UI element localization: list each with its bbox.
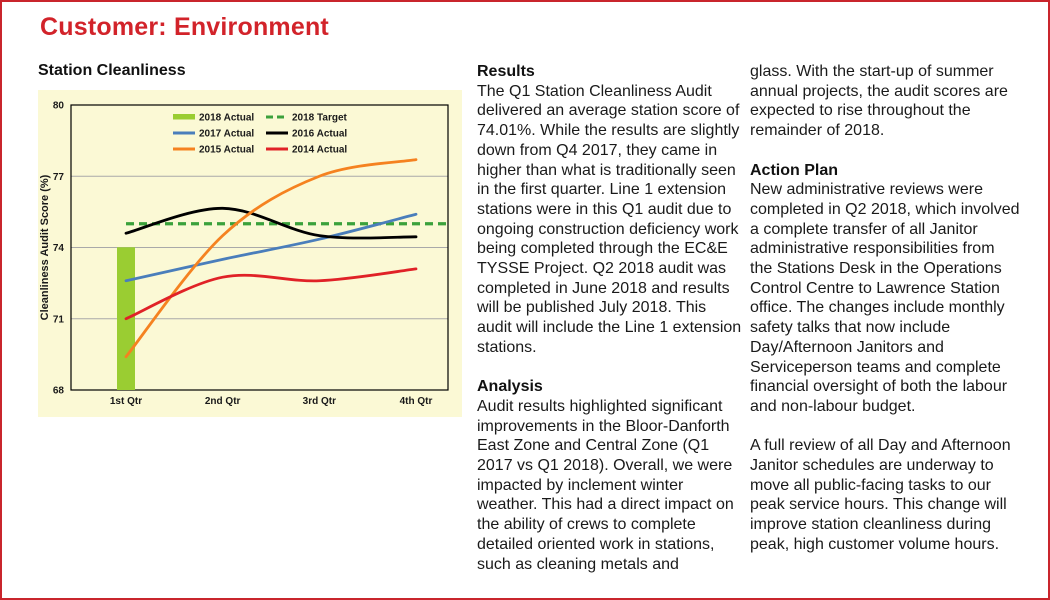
analysis-continued-paragraph: glass. With the start-up of summer annual projects, the audit scores are expected to rise throughout the remainder of 2018.	[750, 63, 1008, 140]
line-2015-actual	[126, 160, 416, 357]
results-analysis-column	[477, 62, 743, 574]
y-tick-label: 74	[52, 243, 64, 254]
chart-column	[38, 62, 462, 417]
line-2014-actual	[126, 269, 416, 319]
x-tick-label: 2nd Qtr	[204, 396, 241, 407]
y-tick-label: 71	[52, 314, 64, 326]
legend-label: 2015 Actual	[199, 144, 255, 156]
station-cleanliness-chart	[38, 90, 462, 417]
cleanliness-chart-svg	[38, 90, 462, 417]
analysis-paragraph: Audit results highlighted significant improvements in the Bloor-Danforth East Zone and Central Zone (Q1 2017 vs Q1 2018). Overall, we were impacted by inclement winter weather. This had a direct impact on the ability of crews to complete detailed oriented work in stations, such as cleaning metals and	[477, 397, 734, 573]
action-plan-column	[750, 62, 1020, 555]
action-plan-heading: Action Plan	[750, 161, 839, 179]
legend-label: 2014 Actual	[292, 144, 348, 156]
chart-heading: Station Cleanliness	[38, 62, 186, 79]
x-tick-label: 3rd Qtr	[302, 396, 337, 407]
legend-label: 2017 Actual	[199, 128, 255, 140]
action-plan-paragraph-2: A full review of all Day and Afternoon Janitor schedules are underway to move all public-facing tasks to our peak service hours. This change will improve station cleanliness during peak, high customer volume hours.	[750, 437, 1011, 553]
x-tick-label: 4th Qtr	[399, 396, 433, 407]
page-title: Customer: Environment	[40, 13, 329, 41]
y-tick-label: 77	[52, 171, 64, 183]
results-heading: Results	[477, 63, 535, 80]
legend-label: 2016 Actual	[292, 128, 348, 140]
results-paragraph: The Q1 Station Cleanliness Audit delivered an average station score of 74.01%. While the results are slightly down from Q4 2017, they came in higher than what is traditionally seen in the first quarter. Line 1 extension stations were in this Q1 audit due to ongoing construction deficiency work being completed through the EC&E TYSSE Project. Q2 2018 audit was completed in June 2018 and results will be published July 2018. This audit will include the Line 1 extension stations.	[477, 82, 742, 356]
y-axis-title: Cleanliness Audit Score (%)	[39, 174, 51, 321]
x-tick-label: 1st Qtr	[109, 396, 143, 407]
analysis-heading: Analysis	[477, 378, 543, 396]
legend-label: 2018 Actual	[199, 112, 255, 124]
action-plan-paragraph-1: New administrative reviews were completed in Q2 2018, which involved a complete transfer of all Janitor administrative responsibilities from the Stations Desk in the Operations Control Centre to Lawrence Station office. The changes include monthly safety talks that now include Day/Afternoon Janitors and Serviceperson teams and complete financial oversight of both the labour and non-labour budget.	[750, 181, 1020, 415]
y-tick-label: 68	[52, 385, 64, 397]
legend-label: 2018 Target	[292, 112, 347, 124]
legend-swatch-2018-actual	[173, 114, 195, 120]
y-tick-label: 80	[52, 100, 64, 112]
